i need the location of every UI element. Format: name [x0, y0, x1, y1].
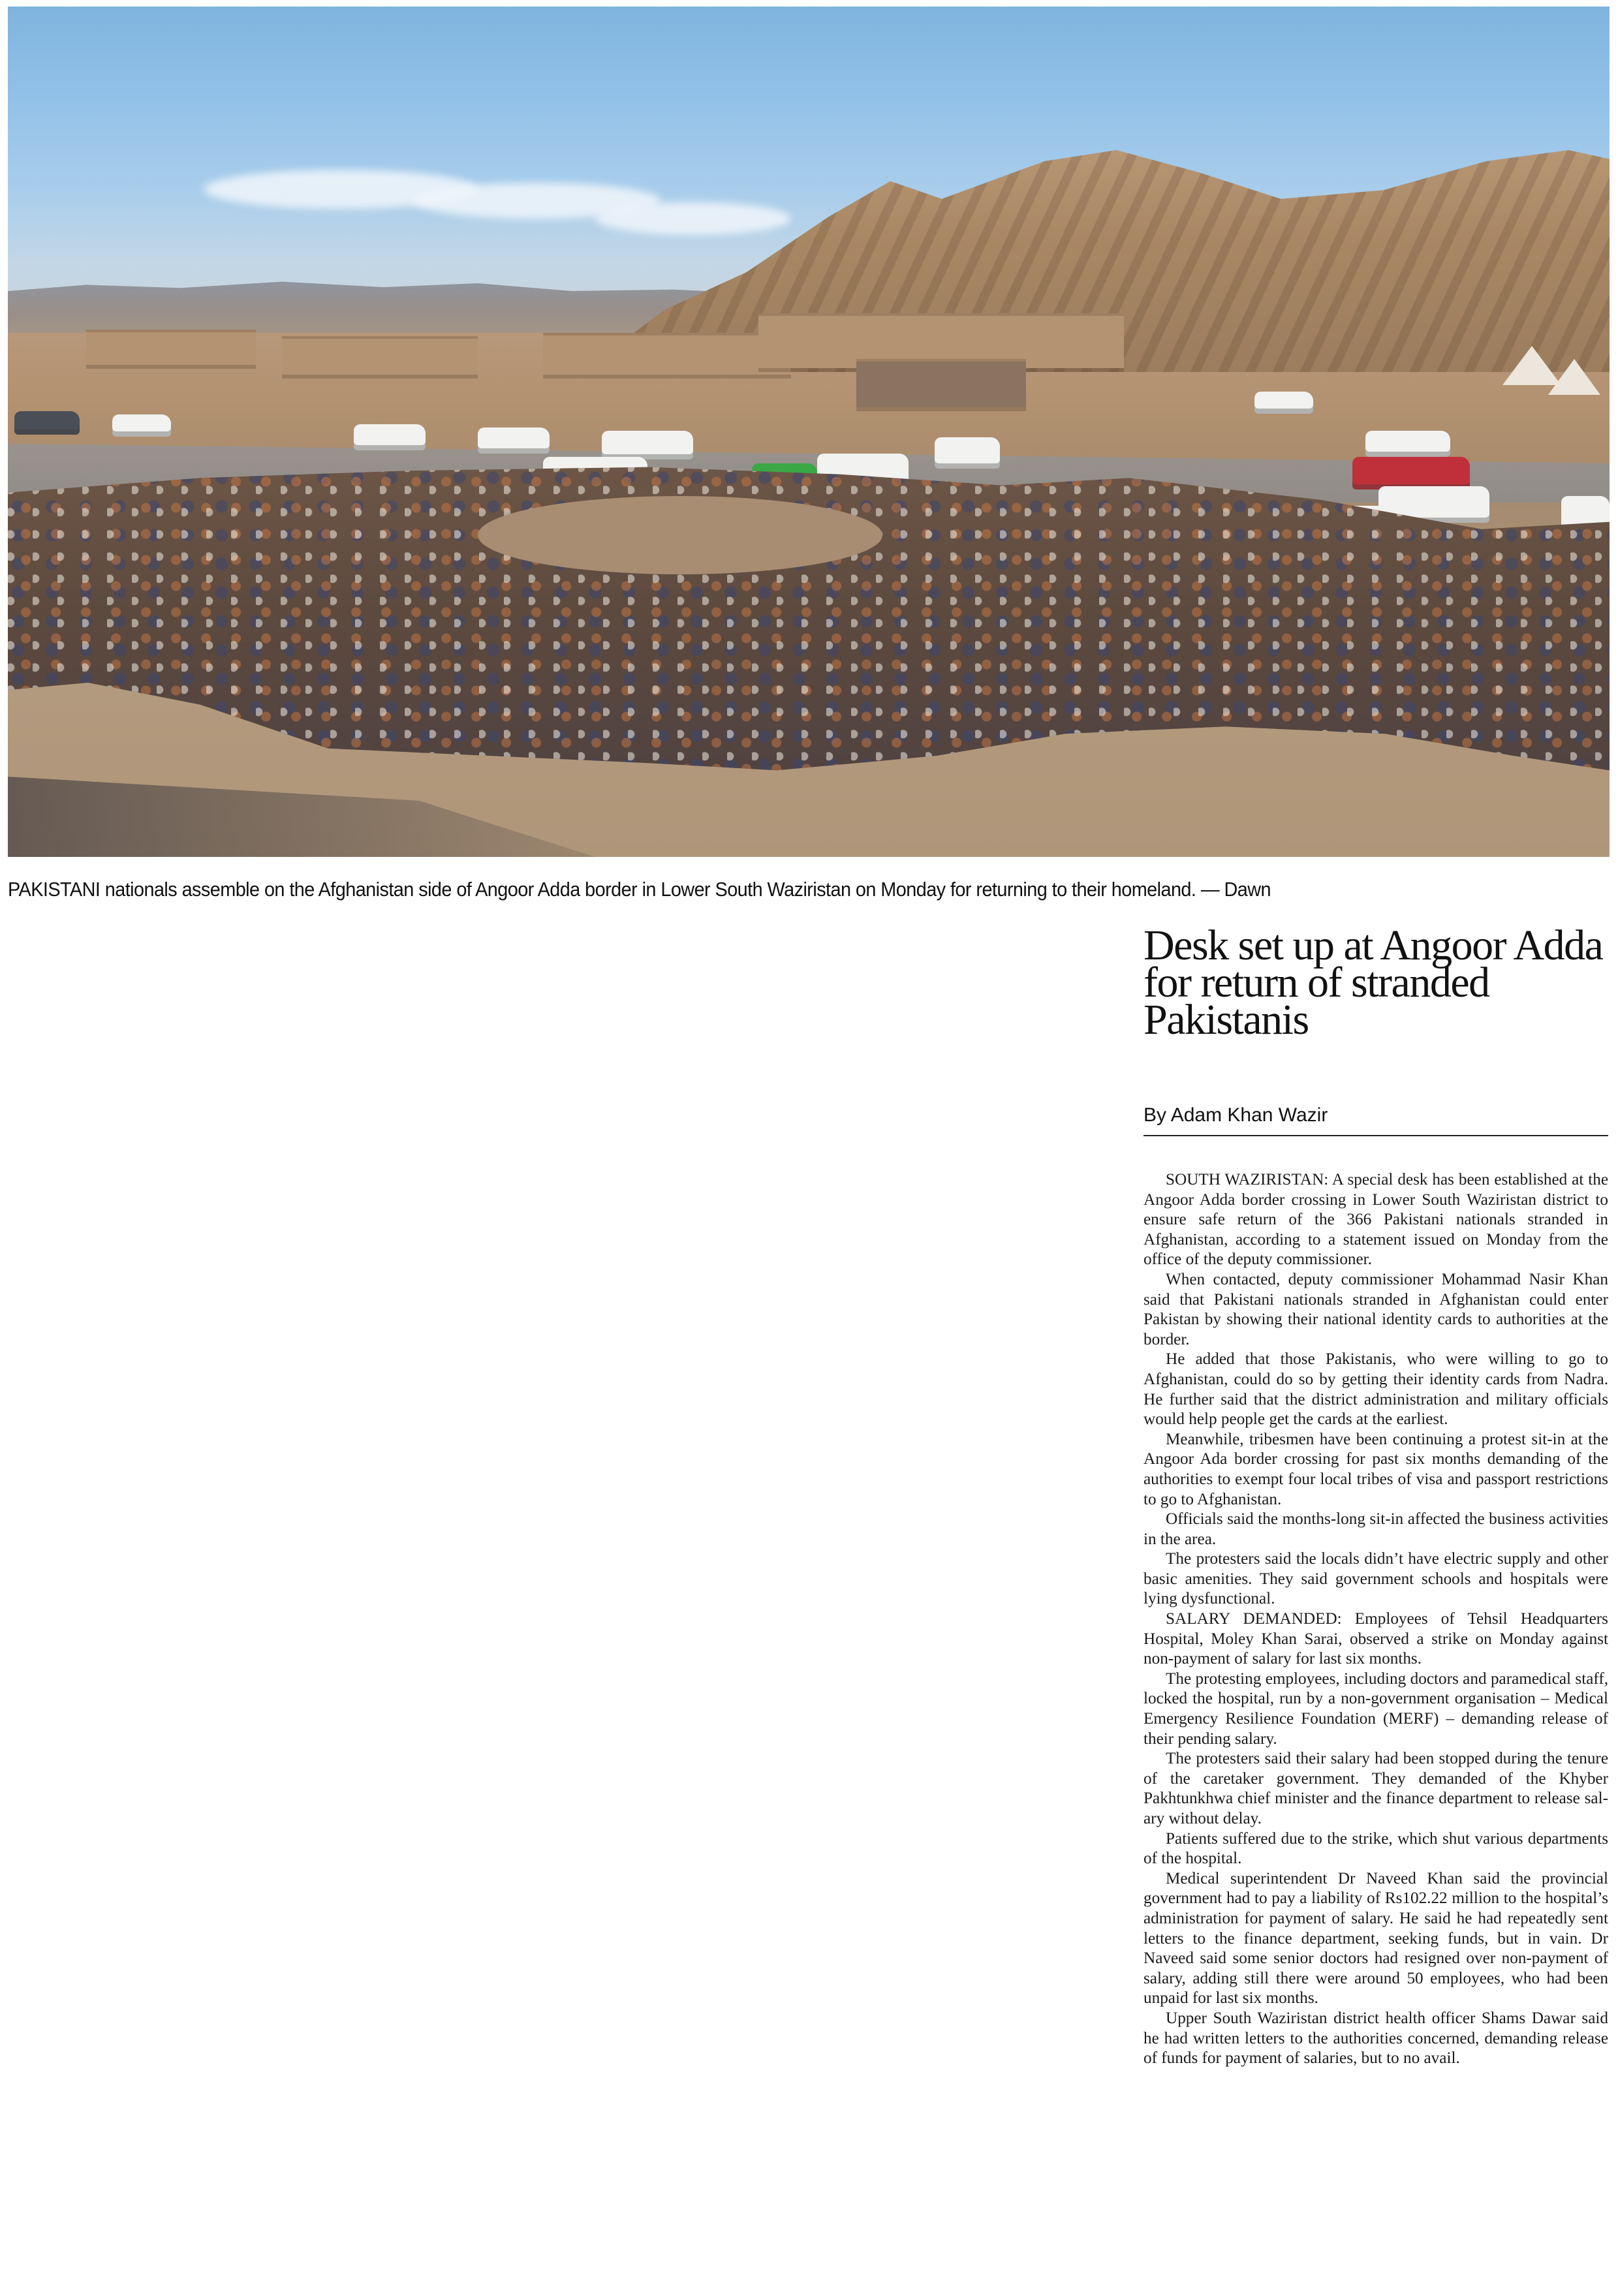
- photo-vehicle: [354, 424, 426, 450]
- paragraph: SALARY DEMANDED: Employees of Tehsil Headquarters Hospital, Moley Khan Sarai, observed a strike on Monday against non-payment of salary for last six months.: [1143, 1610, 1608, 1668]
- photo-cloud: [595, 202, 791, 235]
- headline: Desk set up at Angoor Adda for return of stranded Pakistanis: [1143, 922, 1603, 1044]
- photo-vehicle: [1352, 457, 1470, 489]
- news-photo: [8, 7, 1610, 857]
- byline: By Adam Khan Wazir: [1143, 1104, 1608, 1136]
- paragraph: Officials said the months-long sit-in affected the business activities in the area.: [1143, 1510, 1608, 1548]
- photo-vehicle: [935, 437, 1000, 469]
- paragraph: Meanwhile, tribesmen have been continuing a protest sit-in at the Angoor Ada border crossing for past six months demanding of the authorities to exempt four local tribes of visa and passport restrictions to go to Afghanistan.: [1143, 1430, 1608, 1508]
- photo-vehicle: [1365, 431, 1450, 457]
- article-body: [1143, 1170, 1608, 2069]
- paragraph: When contacted, deputy commissioner Mohammad Nasir Khan said that Pakistani nationals stranded in Afghanistan could enter Pakistan by showing their national identity cards to authorities at the border.: [1143, 1270, 1608, 1348]
- photo-building: [856, 359, 1026, 407]
- photo-vehicle: [14, 411, 80, 435]
- photo-caption: PAKISTANI nationals assemble on the Afghanistan side of Angoor Adda border in Lower South Waziristan on Monday for returning to their homeland. — Dawn: [8, 878, 1271, 901]
- paragraph: Patients suffered due to the strike, which shut various departments of the hospital.: [1143, 1829, 1608, 1868]
- photo-building: [282, 336, 478, 375]
- photo-vehicle: [478, 427, 550, 454]
- photo-vehicle: [602, 431, 693, 459]
- photo-building: [86, 330, 256, 365]
- photo-building: [543, 333, 791, 375]
- article: [1143, 922, 1608, 2069]
- photo-vehicle: [1254, 392, 1313, 414]
- paragraph: The protesting employees, including doctors and paramedical staff, locked the hospital, run by a non-government organisation – Medical Emergency Resilience Foundation (MERF) – demanding release of their pending salary.: [1143, 1669, 1608, 1748]
- paragraph: Medical superintendent Dr Naveed Khan said the provincial government had to pay a liability of Rs102.22 million to the hospital’s administration for payment of salary. He said he had repeatedly sent letters to the finance department, seeking funds, but in vain. Dr Naveed said some senior doctors had resigned over non-payment of salary, adding still there were around 50 employees, who had been unpaid for last six months.: [1143, 1869, 1608, 2008]
- paragraph: Upper South Waziristan district health officer Shams Dawar said he had written letters to the authorities concerned, demanding release of funds for payment of salaries, but to no avail.: [1143, 2009, 1608, 2068]
- paragraph: The protesters said the locals didn’t have electric supply and other basic amenities. They said government schools and hospitals were lying dysfunctional.: [1143, 1550, 1608, 1608]
- photo-vehicle: [112, 414, 171, 437]
- photo-clearing: [478, 496, 882, 574]
- paragraph: The protesters said their salary had been stopped during the tenure of the caretaker government. They demanded of the Khyber Pakhtunkhwa chief minister and the finance department to release salary without delay.: [1143, 1750, 1608, 1827]
- paragraph: He added that those Pakistanis, who were willing to go to Afghanistan, could do so by getting their identity cards from Nadra. He further said that the district administration and military officials would help people get the cards at the earliest.: [1143, 1350, 1608, 1429]
- paragraph: SOUTH WAZIRISTAN: A special desk has been established at the Angoor Adda border crossing in Lower South Waziristan district to ensure safe return of the 366 Pakistani nationals stranded in Afghanistan, according to a statement issued on Monday from the office of the deputy commissioner.: [1143, 1171, 1608, 1269]
